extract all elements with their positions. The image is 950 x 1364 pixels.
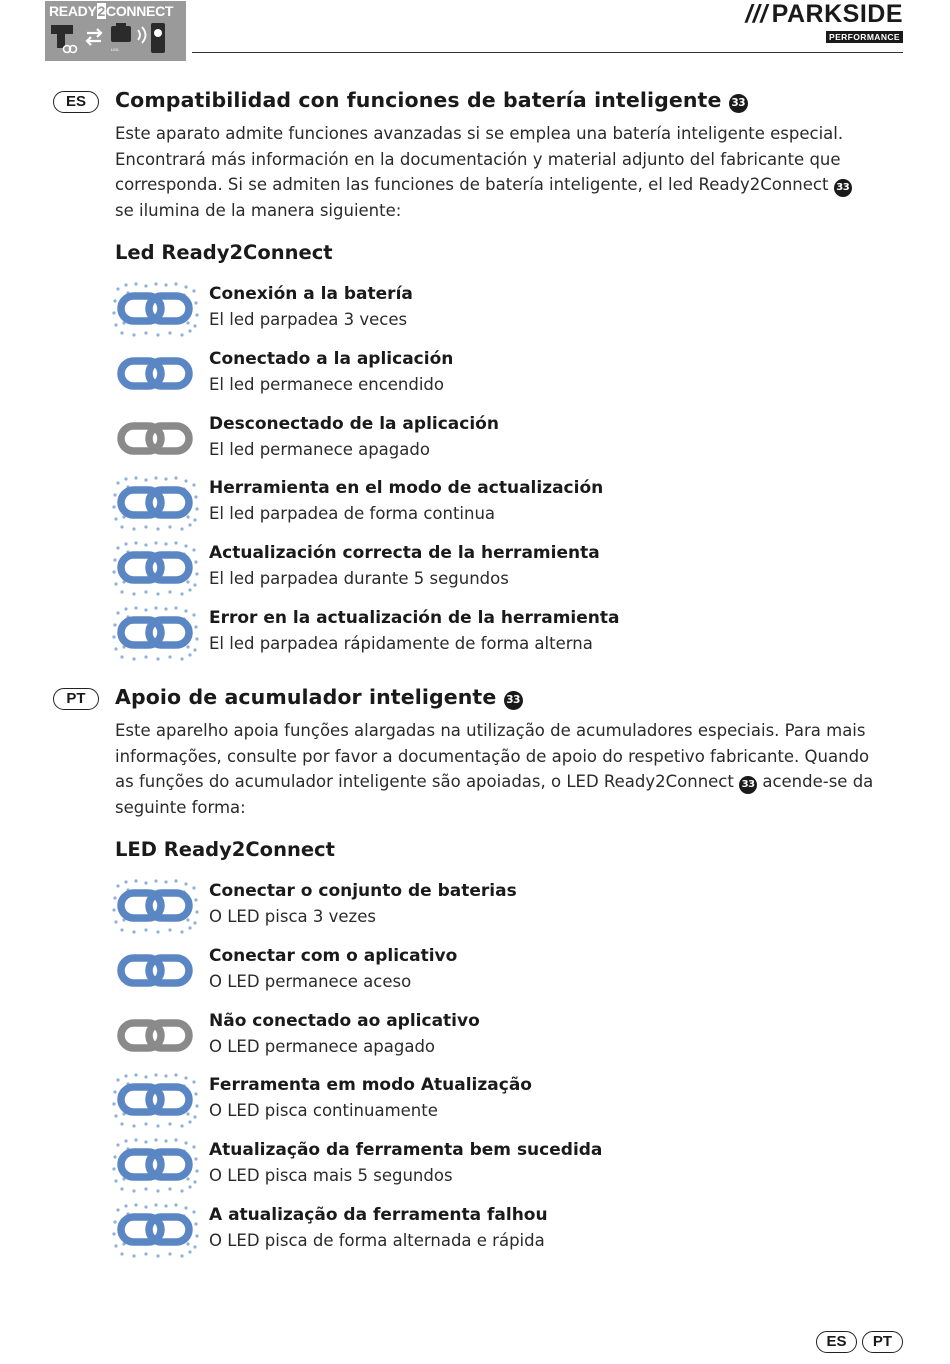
led-status-text (209, 878, 517, 930)
led-status-description: El led parpadea rápidamente de forma alterna (209, 634, 593, 653)
lang-badge-pt: PT (53, 688, 99, 710)
led-status-text (209, 1072, 532, 1124)
led-status-item (112, 281, 812, 337)
link-on-icon (112, 943, 200, 999)
led-status-title: Atualização da ferramenta bem sucedida (209, 1140, 603, 1161)
led-status-description: El led permanece apagado (209, 439, 430, 459)
intro-paragraph-es: Este aparato admite funciones avanzadas si se emplea una batería inteligente especial. Encontrará más información en la documentación y material adjunto del fabricante que corresponda. Si se admiten las funciones de batería inteligente, el led Ready2Connect 33 se ilumina de la manera siguiente: (115, 121, 875, 224)
led-status-title: Conexión a la batería (209, 284, 413, 304)
led-status-title: Desconectado de la aplicación (209, 413, 499, 434)
lang-badge-es: ES (53, 91, 99, 113)
svg-text:LIDL: LIDL (111, 47, 120, 52)
link-blink-icon (112, 878, 200, 934)
led-status-item (112, 475, 812, 531)
led-status-title: Não conectado ao aplicativo (209, 1010, 480, 1031)
led-status-description: El led parpadea 3 veces (209, 310, 408, 329)
led-status-item (112, 943, 812, 999)
ready2connect-logo (45, 1, 186, 61)
led-status-text (209, 475, 603, 527)
led-status-description: O LED pisca continuamente (209, 1101, 438, 1121)
led-status-text (209, 346, 453, 398)
led-status-title: Conectar o conjunto de baterias (209, 881, 517, 901)
led-status-item (112, 540, 812, 596)
led-status-text (209, 1008, 480, 1060)
link-off-icon (112, 1008, 200, 1064)
parkside-brand-logo (745, 0, 903, 29)
footer-lang-badge-es: ES (816, 1331, 857, 1353)
led-status-title: A atualização da ferramenta falhou (209, 1205, 548, 1225)
footer-lang-badge-pt: PT (862, 1331, 903, 1353)
led-status-item (112, 346, 812, 402)
led-status-title: Error en la actualización de la herramienta (209, 608, 620, 628)
led-status-item (112, 1072, 812, 1128)
led-status-description: El led permanece encendido (209, 374, 445, 394)
link-blink-icon (112, 605, 200, 661)
led-status-description: O LED pisca de forma alternada e rápida (209, 1231, 545, 1250)
link-blink-icon (112, 281, 200, 337)
brand-slashes: /// (745, 0, 768, 28)
led-status-description: El led parpadea durante 5 segundos (209, 569, 509, 589)
led-status-text (209, 411, 499, 463)
led-status-text (209, 281, 413, 333)
link-blink-icon (112, 1072, 200, 1128)
led-status-title: Actualización correcta de la herramienta (209, 543, 600, 564)
led-status-description: O LED pisca mais 5 segundos (209, 1166, 453, 1186)
led-status-item (112, 878, 812, 934)
led-status-description: O LED pisca 3 vezes (209, 907, 376, 926)
led-status-text (209, 1202, 548, 1254)
led-status-title: Ferramenta em modo Atualização (209, 1075, 532, 1096)
section-title-es: Compatibilidad con funciones de batería inteligente 33 (115, 88, 748, 113)
ref-badge: 33 (834, 179, 852, 197)
subheading-es: Led Ready2Connect (115, 241, 333, 264)
link-blink-icon (112, 1137, 200, 1193)
led-status-title: Conectado a la aplicación (209, 348, 454, 369)
led-status-description: O LED permanece apagado (209, 1036, 436, 1056)
link-off-icon (112, 411, 200, 467)
link-on-icon (112, 346, 200, 402)
section-title-pt: Apoio de acumulador inteligente 33 (115, 685, 523, 710)
led-status-item (112, 1137, 812, 1193)
led-status-item (112, 411, 812, 467)
ref-badge: 33 (739, 776, 757, 794)
led-status-text (209, 605, 619, 657)
led-status-title: Herramienta en el modo de actualización (209, 478, 604, 499)
ref-badge: 33 (504, 691, 523, 710)
link-blink-icon (112, 1202, 200, 1258)
subheading-pt: LED Ready2Connect (115, 838, 335, 861)
ref-badge: 33 (729, 94, 748, 113)
led-status-text (209, 540, 600, 592)
link-blink-icon (112, 475, 200, 531)
intro-paragraph-pt: Este aparelho apoia funções alargadas na utilização de acumuladores especiais. Para mais informações, consulte por favor a documentação de apoio do respetivo fabricante. Quando as funções do acumulador inteligente são apoiadas, o LED Ready2Connect 33 acende-se da seguinte forma: (115, 721, 874, 818)
led-status-text (209, 1137, 602, 1189)
led-status-description: El led parpadea de forma continua (209, 504, 496, 524)
link-blink-icon (112, 540, 200, 596)
led-status-item (112, 605, 812, 661)
brand-name: PARKSIDE (771, 0, 903, 28)
ready2connect-pictogram-icon (45, 19, 186, 61)
led-status-title: Conectar com o aplicativo (209, 945, 458, 966)
led-status-item (112, 1202, 812, 1258)
led-status-description: O LED permanece aceso (209, 971, 412, 991)
header-rule (192, 52, 903, 53)
brand-subline: PERFORMANCE (826, 31, 903, 43)
led-status-text (209, 943, 457, 995)
ready2connect-logo-text: READY2CONNECT (49, 3, 174, 19)
led-status-item (112, 1008, 812, 1064)
